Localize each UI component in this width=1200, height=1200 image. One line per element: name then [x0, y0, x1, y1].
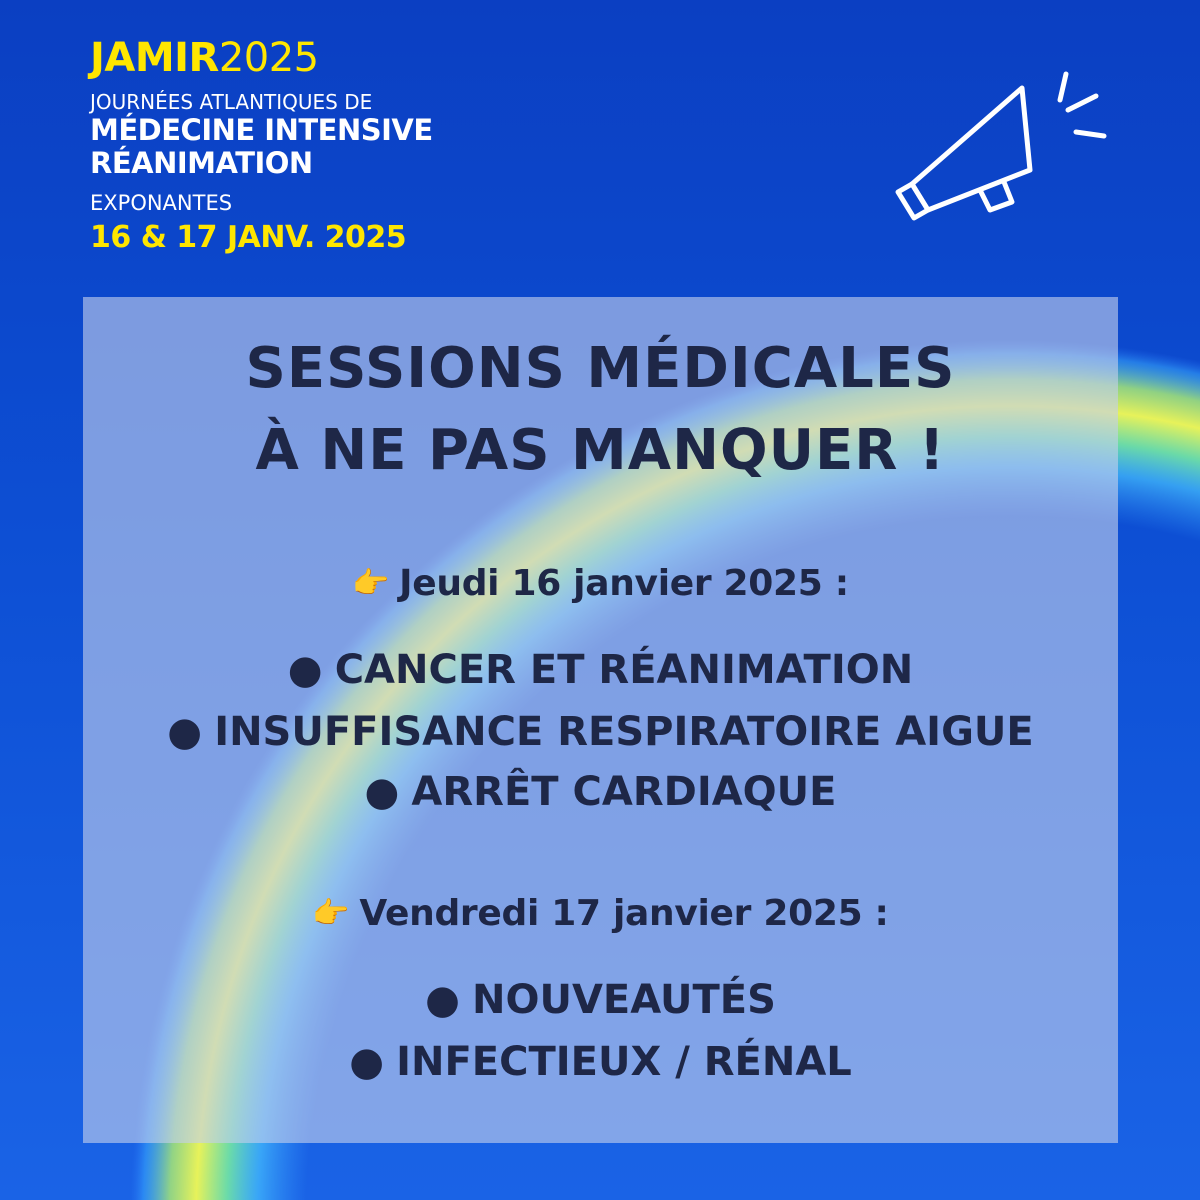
session-item: [83, 1037, 1118, 1087]
session-title: NOUVEAUTÉS: [472, 977, 776, 1023]
day-label: Jeudi 16 janvier 2025 :: [399, 563, 849, 604]
bullet-icon: ●: [287, 647, 323, 693]
bullet-icon: ●: [425, 977, 461, 1023]
day-label: Vendredi 17 janvier 2025 :: [359, 893, 889, 934]
sessions-panel: [83, 297, 1118, 1143]
event-logo: [90, 34, 433, 256]
logo-year: 2025: [218, 35, 319, 81]
megaphone-icon: [890, 60, 1120, 240]
day-heading-friday: [83, 892, 1118, 936]
logo-main-line-2: RÉANIMATION: [90, 146, 313, 180]
logo-jamir: JAMIR: [90, 35, 219, 81]
pointing-hand-icon: 👉: [312, 896, 350, 931]
logo-main-line-1: MÉDECINE INTENSIVE: [90, 113, 433, 147]
session-item: [83, 975, 1118, 1025]
session-title: ARRÊT CARDIAQUE: [411, 769, 837, 815]
logo-exhibitors: EXPONANTES: [90, 191, 233, 215]
session-title: CANCER ET RÉANIMATION: [334, 647, 914, 693]
headline-line-1: SESSIONS MÉDICALES: [245, 336, 956, 401]
session-item: [83, 645, 1118, 695]
session-title: INSUFFISANCE RESPIRATOIRE AIGUE: [214, 709, 1034, 755]
logo-subtitle: JOURNÉES ATLANTIQUES DE: [90, 90, 373, 114]
session-title: INFECTIEUX / RÉNAL: [396, 1039, 852, 1085]
bullet-icon: ●: [349, 1039, 385, 1085]
sessions-panel-content: [83, 297, 1118, 1143]
bullet-icon: ●: [167, 709, 203, 755]
headline-line-2: À NE PAS MANQUER !: [255, 418, 946, 483]
logo-dates: 16 & 17 JANV. 2025: [90, 220, 407, 255]
day-heading-thursday: [83, 562, 1118, 606]
pointing-hand-icon: 👉: [352, 566, 390, 601]
bullet-icon: ●: [364, 769, 400, 815]
logo-title: [90, 34, 433, 82]
session-item: [83, 707, 1118, 757]
session-item: [83, 767, 1118, 817]
